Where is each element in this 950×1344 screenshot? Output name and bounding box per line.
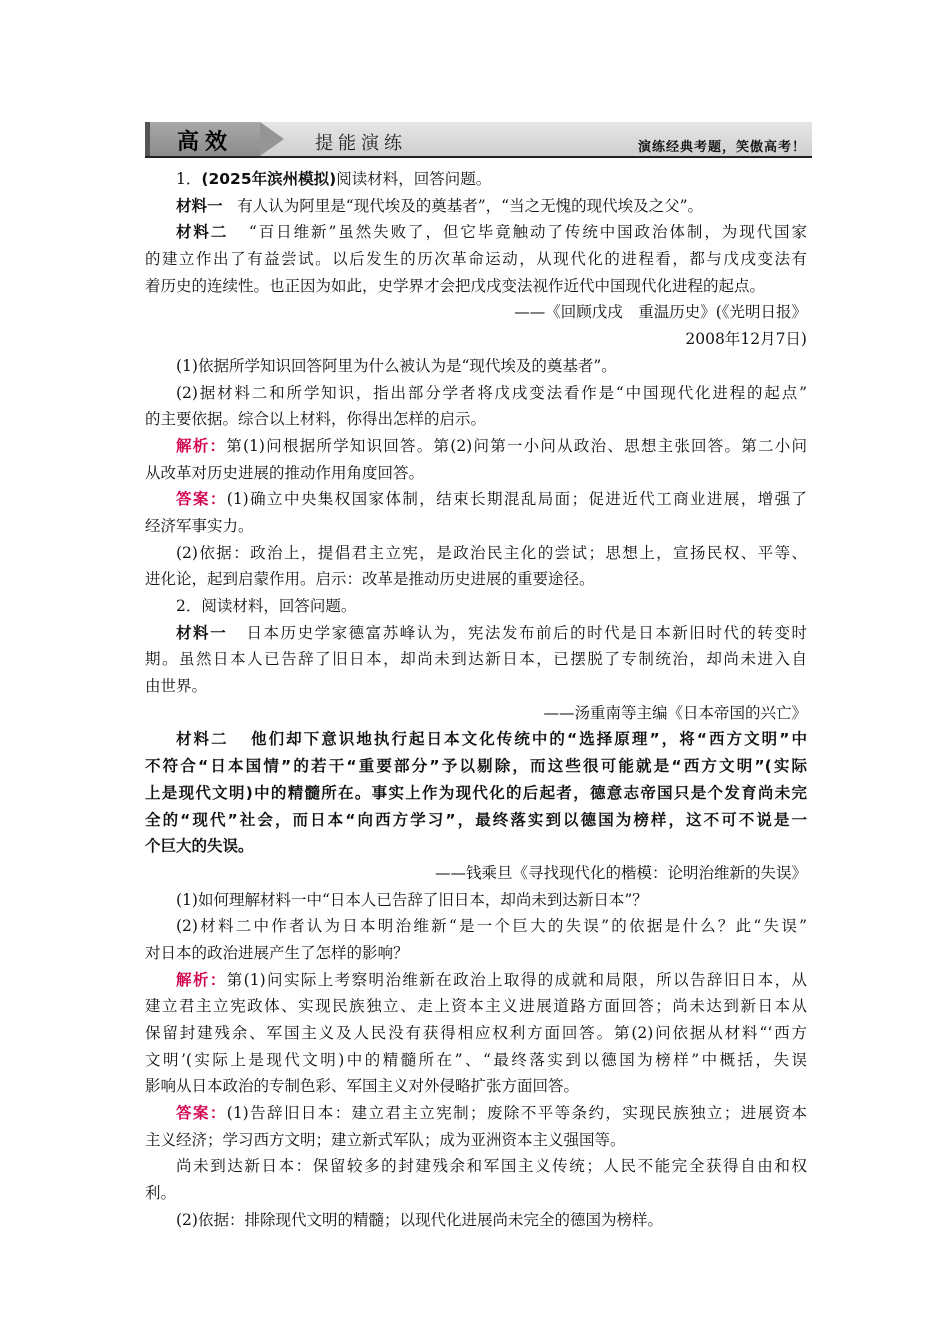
q1-answer: 答案：(1)确立中央集权国家体制，结束长期混乱局面；促进近代工商业进展，增强了 (176, 490, 807, 509)
q2-question-2-line: 对日本的政治进展产生了怎样的影响？ (145, 943, 409, 962)
analysis-label: 解析： (176, 970, 227, 989)
answer-label: 答案： (176, 490, 227, 509)
q2-material-2-line: 不符合“日本国情”的若干“重要部分”予以剔除，而这些很可能就是“西方文明”(实际 (145, 757, 807, 776)
header-slogan: 演练经典考题，笑傲高考！ (637, 140, 806, 155)
document-body (145, 166, 807, 1234)
header-title: 高效 (177, 130, 234, 155)
q1-source-date: 2008年12月7日) (685, 330, 807, 349)
q1-material-2-line: 的建立作出了有益尝试。以后发生的历次革命运动，从现代化的进程看，都与戊戌变法有 (145, 250, 807, 269)
q2-material-1-line: 由世界。 (145, 677, 208, 696)
q2-material-2-line: 个巨大的失误。 (145, 837, 254, 856)
q1-source: ——《回顾戊戌 重温历史》(《光明日报》 (514, 303, 807, 322)
q2-stem: 2．阅读材料，回答问题。 (176, 597, 357, 615)
q1-answer-line: 进化论，起到启蒙作用。启示：改革是推动历史进展的重要途径。 (145, 570, 595, 589)
q2-analysis: 解析：第(1)问实际上考察明治维新在政治上取得的成就和局限，所以告辞旧日本，从 (176, 970, 807, 989)
q2-analysis-line: 保留封建残余、军国主义及人民没有获得相应权利方面回答。第(2)问依据从材料“‘西方 (145, 1024, 807, 1042)
q1-answer-line: (2)依据：政治上，提倡君主立宪，是政治民主化的尝试；思想上，宣扬民权、平等、 (176, 543, 807, 562)
q1-analysis-line: 从改革对历史进展的推动作用角度回答。 (145, 463, 425, 482)
q1-stem: 1．(2025年滨州模拟)阅读材料，回答问题。 (176, 170, 492, 188)
q2-analysis-line: 建立君主立宪政体、实现民族独立、走上资本主义进展道路方面回答；尚未达到新日本从 (145, 997, 807, 1016)
q2-source-2: ——钱乘旦《寻找现代化的楷模：论明治维新的失误》 (434, 863, 807, 882)
banner-left-edge (145, 122, 150, 156)
q2-answer-line: 利。 (145, 1184, 177, 1203)
q2-analysis-line: 文明’(实际上是现代文明)中的精髓所在”、“最终落实到以德国为榜样”中概括，失误 (145, 1050, 807, 1069)
q2-analysis-line: 影响从日本政治的专制色彩、军国主义对外侵略扩张方面回答。 (145, 1077, 580, 1096)
q1-question-1: (1)依据所学知识回答阿里为什么被认为是“现代埃及的奠基者”。 (176, 356, 617, 375)
q1-analysis: 解析：第(1)问根据所学知识回答。第(2)问第一小问从政治、思想主张回答。第二小问 (176, 436, 807, 455)
q2-answer-line: (2)依据：排除现代文明的精髓；以现代化进展尚未完全的德国为榜样。 (176, 1210, 663, 1229)
q2-material-2-line: 上是现代文明)中的精髓所在。事实上作为现代化的后起者，德意志帝国只是个发育尚未完 (145, 783, 807, 802)
banner-arrow-shape (260, 122, 284, 156)
q2-material-1: 材料一 日本历史学家德富苏峰认为，宪法发布前后的时代是日本新旧时代的转变时 (176, 623, 807, 642)
q1-question-2-line: 的主要依据。综合以上材料，你得出怎样的启示。 (145, 410, 487, 429)
q1-material-2: 材料二 “百日维新”虽然失败了，但它毕竟触动了传统中国政治体制，为现代国家 (176, 223, 807, 242)
q2-answer: 答案：(1)告辞旧日本：建立君主立宪制；废除不平等条约，实现民族独立；进展资本 (176, 1104, 807, 1123)
q2-answer-line: 主义经济；学习西方文明；建立新式军队；成为亚洲资本主义强国等。 (145, 1130, 626, 1149)
header-subtitle: 提能演练 (315, 133, 407, 154)
q1-answer-line: 经济军事实力。 (145, 516, 254, 535)
q2-source-1: ——汤重南等主编《日本帝国的兴亡》 (543, 703, 807, 722)
q2-material-1-line: 期。虽然日本人已告辞了旧日本，却尚未到达新日本，已摆脱了专制统治，却尚未进入自 (145, 650, 807, 669)
answer-label: 答案： (176, 1104, 227, 1123)
q2-material-2: 材料二 他们却下意识地执行起日本文化传统中的“选择原理”，将“西方文明”中 (176, 730, 807, 749)
q2-question-2: (2)材料二中作者认为日本明治维新“是一个巨大的失误”的依据是什么？此“失误” (176, 917, 807, 936)
q2-question-1: (1)如何理解材料一中“日本人已告辞了旧日本，却尚未到达新日本”？ (176, 890, 648, 909)
q1-question-2: (2)据材料二和所学知识，指出部分学者将戊戌变法看作是“中国现代化进程的起点” (176, 383, 807, 402)
q2-answer-line: 尚未到达新日本：保留较多的封建残余和军国主义传统；人民不能完全获得自由和权 (176, 1157, 807, 1176)
analysis-label: 解析： (176, 436, 227, 455)
q1-material-2-line: 着历史的连续性。也正因为如此，史学界才会把戊戌变法视作近代中国现代化进程的起点。 (145, 276, 766, 295)
banner-underline (145, 156, 812, 158)
q1-material-1: 材料一 有人认为阿里是“现代埃及的奠基者”，“当之无愧的现代埃及之父”。 (176, 196, 703, 215)
header-banner (145, 122, 812, 158)
q2-material-2-line: 全的“现代”社会，而日本“向西方学习”，最终落实到以德国为榜样，这不可不说是一 (145, 810, 807, 829)
